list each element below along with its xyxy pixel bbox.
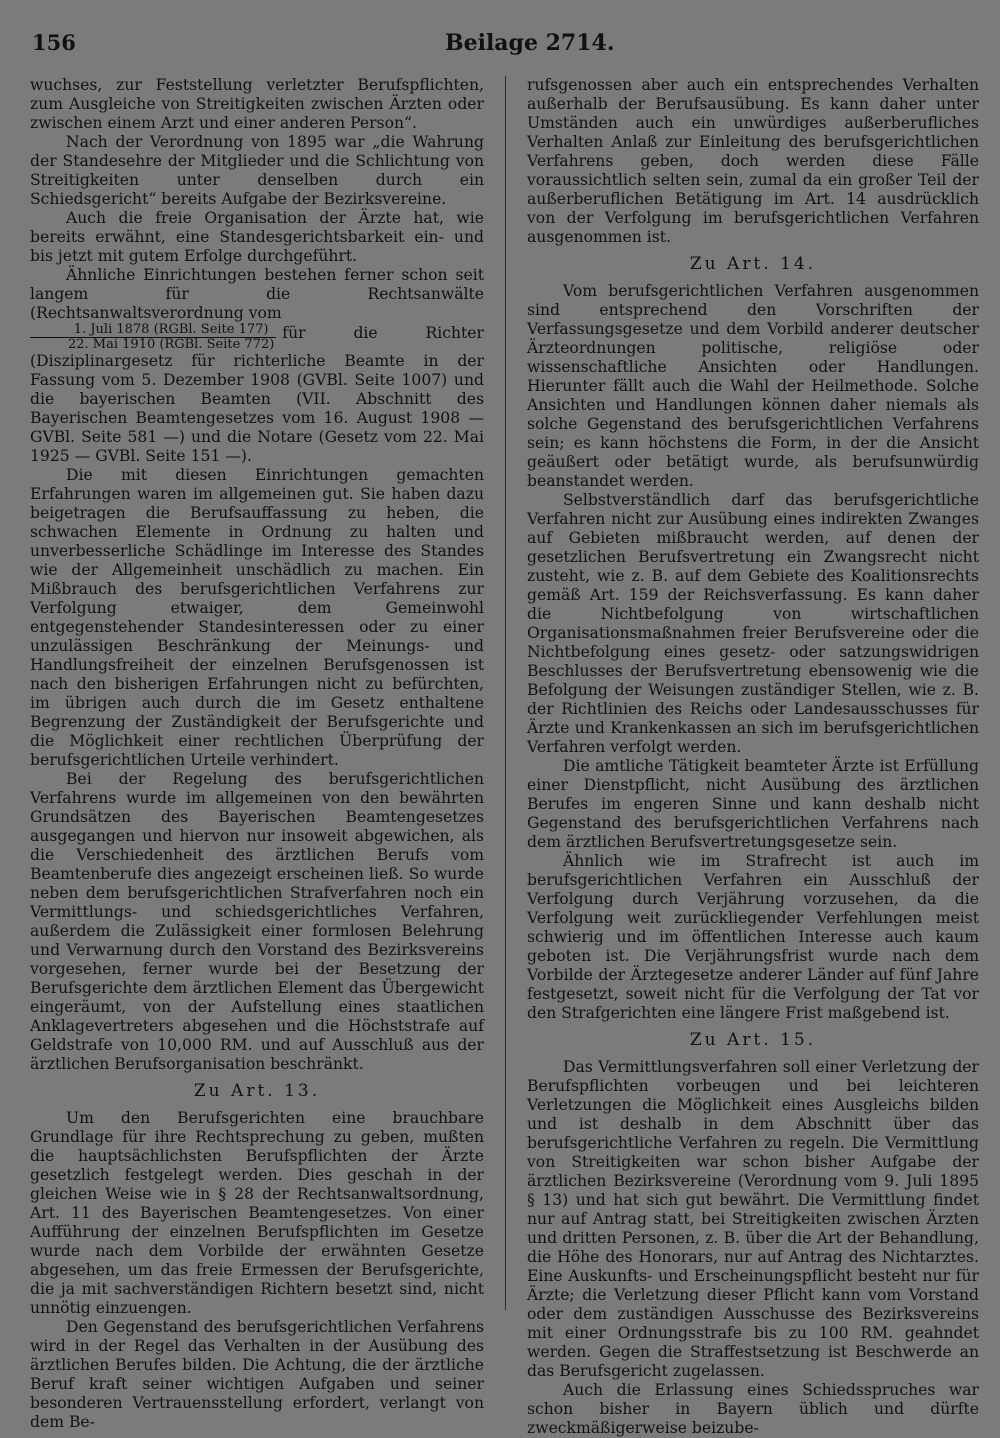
paragraph: Das Vermittlungsverfahren soll einer Verletzung der Berufspflichten vorbeugen und bei leichteren Verletzungen die Möglichkeit eines Ausgleichs bilden und ist deshalb in dem Abschnitt über das berufsgerichtliche Verfahren zu regeln. Die Vermittlung von Streitigkeiten war schon bisher Aufgabe der ärztlichen Bezirksvereine (Verordnung vom 9. Juli 1895 § 13) und hat sich gut bewährt. Die Vermittlung findet nur auf Antrag statt, bei Streitigkeiten zwischen Ärzten und dritten Personen, z. B. über die Art der Behandlung, die Höhe des Honorars, nur auf Antrag des Nichtarztes. Eine Auskunfts- und Erscheinungspflicht besteht nur für Ärzte; die Verletzung dieser Pflicht kann vom Vorstand oder dem zuständigen Ausschusse des Bezirksvereins mit einer Ordnungsstrafe bis zu 100 RM. geahndet werden. Gegen die Straffestsetzung ist Beschwerde an das Berufsgericht zugelassen.: [527, 1058, 979, 1380]
paragraph: Selbstverständlich darf das berufsgerichtliche Verfahren nicht zur Ausübung eines indirekten Zwanges auf Gebieten mißbraucht werden, auf denen der gesetzlichen Berufsvertretung ein Zwangsrecht nicht zusteht, wie z. B. auf dem Gebiete des Koalitionsrechts gemäß Art. 159 der Reichsverfassung. Es kann daher die Nichtbefolgung von wirtschaftlichen Organisationsmaßnahmen freier Berufsvereine oder die Nichtbefolgung eines gesetz- oder satzungswidrigen Beschlusses der Berufsvertretung ebensowenig wie die Befolgung der Weisungen zuständiger Stellen, wie z. B. der Richtlinien des Reichs oder Landesausschusses für Ärzte und Krankenkassen an sich im berufsgerichtlichen Verfahren verfolgt werden.: [527, 491, 979, 756]
reference-denominator: 22. Mai 1910 (RGBl. Seite 772): [68, 337, 275, 352]
section-heading: Zu Art. 14.: [689, 254, 817, 274]
reference-numerator: 1. Juli 1878 (RGBl. Seite 177): [30, 323, 276, 338]
right-column: [527, 76, 979, 1438]
left-column: [30, 76, 484, 1432]
paragraph: Bei der Regelung des berufsgerichtlichen Verfahrens wurde im allgemeinen von den bewährten Grundsätzen des Bayerischen Beamtengesetzes ausgegangen und hiervon nur insoweit abgewichen, als die Verschiedenheit des ärztlichen Berufs vom Beamtenberufe dies angezeigt erscheinen ließ. So wurde neben dem berufsgerichtlichen Strafverfahren noch ein Vermittlungs- und schiedsgerichtliches Verfahren, außerdem die Zulässigkeit einer formlosen Belehrung und Verwarnung durch den Vorstand des Bezirksvereins vorgesehen, ferner wurde bei der Besetzung der Berufsgerichte dem ärztlichen Element das Übergewicht eingeräumt, von der Aufstellung eines staatlichen Anklagevertreters abgesehen und die Höchststrafe auf Geldstrafe von 10,000 RM. und auf Ausschluß aus der ärztlichen Berufsorganisation beschränkt.: [30, 770, 484, 1073]
paragraph: Die mit diesen Einrichtungen gemachten Erfahrungen waren im allgemeinen gut. Sie haben dazu beigetragen die Berufsauffassung zu heben, die schwachen Elemente in Ordnung zu halten und unverbesserliche Schädlinge im Interesse des Standes wie der Allgemeinheit unschädlich zu machen. Ein Mißbrauch des berufsgerichtlichen Verfahrens zur Verfolgung etwaiger, dem Gemeinwohl entgegenstehender Standesinteressen oder zu einer unzulässigen Beschränkung der Meinungs- und Handlungsfreiheit der einzelnen Berufsgenossen ist nach den bisherigen Erfahrungen nicht zu befürchten, im übrigen auch durch die im Gesetz enthaltene Begrenzung der Zuständigkeit der Berufsgerichte und die Möglichkeit einer rechtlichen Überprüfung der berufsgerichtlichen Urteile verhindert.: [30, 466, 484, 769]
page-number: 156: [32, 30, 76, 55]
paragraph: Auch die Erlassung eines Schiedsspruches war schon bisher in Bayern üblich und dürfte zweckmäßigerweise beizube-: [527, 1381, 979, 1437]
paragraph: Nach der Verordnung von 1895 war „die Wahrung der Standesehre der Mitglieder und die Schlichtung von Streitigkeiten unter denselben durch ein Schiedsgericht“ bereits Aufgabe der Bezirksvereine.: [30, 133, 484, 208]
running-title: Beilage 2714.: [445, 30, 615, 56]
paragraph: Um den Berufsgerichten eine brauchbare Grundlage für ihre Rechtsprechung zu geben, mußten die hauptsächlichsten Berufspflichten der Ärzte gesetzlich festgelegt werden. Dies geschah in der gleichen Weise wie in § 28 der Rechtsanwaltsordnung, Art. 11 des Bayerischen Beamtengesetzes. Von einer Aufführung der einzelnen Berufspflichten im Gesetze wurde nach dem Vorbilde der erwähnten Gesetze abgesehen, um das freie Ermessen der Berufsgerichte, die ja mit sachverständigen Richtern besetzt sind, nicht unnötig einzuengen.: [30, 1109, 484, 1317]
paragraph: wuchses, zur Feststellung verletzter Berufspflichten, zum Ausgleiche von Streitigkeiten zwischen Ärzten oder zwischen einem Arzt und einer anderen Person“.: [30, 76, 484, 132]
paragraph: Auch die freie Organisation der Ärzte hat, wie bereits erwähnt, eine Standesgerichtsbarkeit ein- und bis jetzt mit gutem Erfolge durchgeführt.: [30, 209, 484, 265]
section-heading: Zu Art. 15.: [689, 1030, 817, 1050]
paragraph: Die amtliche Tätigkeit beamteter Ärzte ist Erfüllung einer Dienstpflicht, nicht Ausübung des ärztlichen Berufes im engeren Sinne und kann deshalb nicht Gegenstand des berufsgerichtlichen Verfahrens nach dem ärztlichen Berufsvertretungsgesetze sein.: [527, 757, 979, 851]
section-heading: Zu Art. 13.: [193, 1081, 321, 1101]
column-divider: [505, 76, 506, 1310]
paragraph-with-reference: [30, 266, 484, 466]
paragraph: rufsgenossen aber auch ein entsprechendes Verhalten außerhalb der Berufsausübung. Es kann daher unter Umständen auch ein unwürdiges außerberufliches Verhalten Anlaß zur Einleitung des berufsgerichtlichen Verfahrens geben, doch werden diese Fälle voraussichtlich selten sein, zumal da ein großer Teil der außerberuflichen Betätigung im Art. 14 ausdrücklich von der Verfolgung im berufsgerichtlichen Verfahren ausgenommen ist.: [527, 76, 979, 246]
paragraph-text: für die Richter (Disziplinargesetz für richterliche Beamte in der Fassung vom 5. Dezember 1908 (GVBl. Seite 1007) und die bayerischen Beamten (VII. Abschnitt des Bayerischen Beamtengesetzes vom 16. August 1908 — GVBl. Seite 581 —) und die Notare (Gesetz vom 22. Mai 1925 — GVBl. Seite 151 —).: [30, 324, 484, 465]
paragraph: Ähnlich wie im Strafrecht ist auch im berufsgerichtlichen Verfahren ein Ausschluß der Verfolgung durch Verjährung vorzusehen, da die Verfolgung weit zurückliegender Verfehlungen meist schwierig und im öffentlichen Interesse auch kaum geboten ist. Die Verjährungsfrist wurde nach dem Vorbilde der Ärztegesetze anderer Länder auf fünf Jahre festgesetzt, soweit nicht für die Verfolgung der Tat vor den Strafgerichten eine längere Frist maßgebend ist.: [527, 852, 979, 1022]
reference-fraction: [30, 323, 276, 352]
paragraph: Den Gegenstand des berufsgerichtlichen Verfahrens wird in der Regel das Verhalten in der Ausübung des ärztlichen Berufes bilden. Die Achtung, die der ärztliche Beruf kraft seiner wichtigen Aufgaben und seiner besonderen Vertrauensstellung erfordert, verlangt von dem Be-: [30, 1318, 484, 1431]
paragraph: Vom berufsgerichtlichen Verfahren ausgenommen sind entsprechend den Vorschriften der Verfassungsgesetze und dem Vorbild anderer deutscher Ärzteordnungen politische, religiöse oder wissenschaftliche Ansichten oder Handlungen. Hierunter fällt auch die Wahl der Heilmethode. Solche Ansichten und Handlungen können daher niemals als solche Gegenstand des berufsgerichtlichen Verfahrens sein; es kann höchstens die Form, in der die Ansicht geäußert oder betätigt wurde, als berufsunwürdig beanstandet werden.: [527, 282, 979, 490]
paragraph-text: Ähnliche Einrichtungen bestehen ferner schon seit langem für die Rechtsanwälte (Rechtsanwaltsverordnung vom: [30, 266, 484, 322]
page-header: [0, 30, 1000, 60]
